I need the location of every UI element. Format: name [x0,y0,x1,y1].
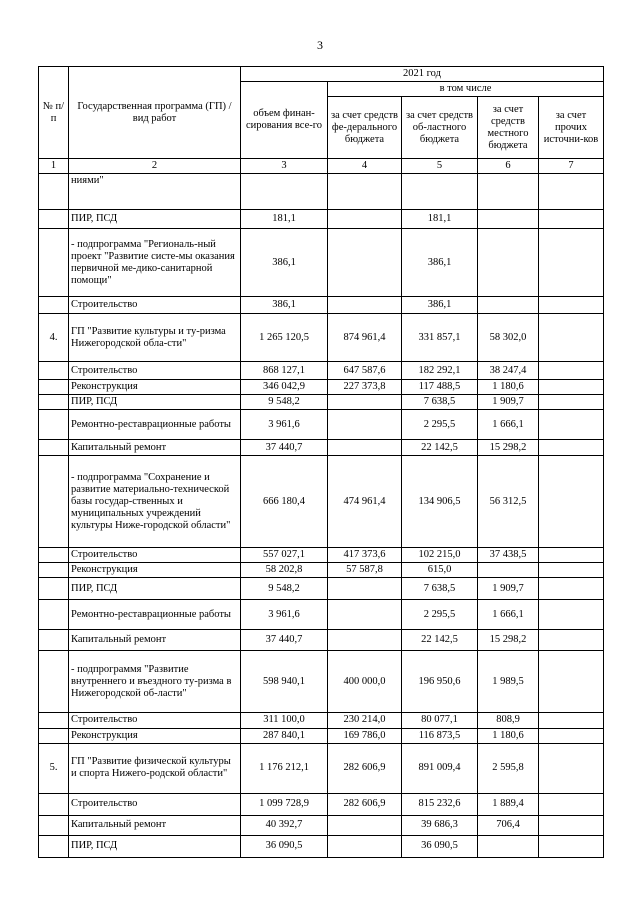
row-number [39,456,69,548]
table-row [39,815,604,835]
row-number [39,815,69,835]
row-number [39,835,69,857]
cell-regional: 7 638,5 [402,395,478,410]
cell-regional: 116 873,5 [402,728,478,743]
cell-total: 37 440,7 [241,630,328,651]
table-row [39,563,604,578]
cell-total: 3 961,6 [241,410,328,440]
row-number [39,548,69,563]
table-row [39,210,604,229]
cell-federal [328,174,402,210]
row-name: Строительство [69,297,241,314]
cell-local: 1 909,7 [478,578,539,600]
cell-federal: 647 587,6 [328,362,402,380]
cell-regional: 22 142,5 [402,440,478,456]
cell-federal: 874 961,4 [328,314,402,362]
row-number [39,563,69,578]
header-local: за счет средств местного бюджета [478,97,539,159]
header-total: объем финан-сирования все-го [241,82,328,159]
row-number [39,651,69,713]
table-row [39,297,604,314]
row-number [39,210,69,229]
table-row [39,440,604,456]
row-number [39,728,69,743]
cell-other [539,600,604,630]
cell-other [539,563,604,578]
cell-local: 15 298,2 [478,440,539,456]
cell-federal [328,229,402,297]
cell-regional: 615,0 [402,563,478,578]
cell-local: 706,4 [478,815,539,835]
cell-total: 1 176 212,1 [241,743,328,793]
cell-regional: 386,1 [402,297,478,314]
cell-total: 3 961,6 [241,600,328,630]
financing-table [38,66,604,858]
row-number [39,362,69,380]
cell-other [539,578,604,600]
header-year: 2021 год [241,67,604,82]
cell-regional: 181,1 [402,210,478,229]
column-index: 3 [241,159,328,174]
cell-local [478,835,539,857]
cell-other [539,380,604,395]
cell-federal: 169 786,0 [328,728,402,743]
row-name: - подпрограмма "Сохранение и развитие материально-технической базы государ-ственных и муниципальных учреждений культуры Ниже-городской области" [69,456,241,548]
row-name: ПИР, ПСД [69,835,241,857]
cell-regional: 331 857,1 [402,314,478,362]
cell-local: 1 909,7 [478,395,539,410]
cell-local: 1 666,1 [478,410,539,440]
cell-local: 808,9 [478,713,539,728]
cell-federal: 474 961,4 [328,456,402,548]
row-name: Строительство [69,713,241,728]
cell-other [539,362,604,380]
cell-federal [328,395,402,410]
table-row [39,410,604,440]
table-row [39,174,604,210]
cell-other [539,314,604,362]
row-name: ГП "Развитие культуры и ту-ризма Нижегородской обла-сти" [69,314,241,362]
cell-other [539,835,604,857]
header-program: Государственная программа (ГП) / вид работ [69,67,241,159]
cell-total [241,174,328,210]
row-name: ПИР, ПСД [69,210,241,229]
cell-regional: 36 090,5 [402,835,478,857]
cell-local [478,174,539,210]
table-row [39,456,604,548]
cell-local [478,210,539,229]
cell-other [539,456,604,548]
cell-total: 311 100,0 [241,713,328,728]
cell-total: 287 840,1 [241,728,328,743]
cell-other [539,174,604,210]
cell-local: 38 247,4 [478,362,539,380]
cell-regional: 102 215,0 [402,548,478,563]
cell-federal: 400 000,0 [328,651,402,713]
cell-local: 58 302,0 [478,314,539,362]
cell-other [539,210,604,229]
row-number: 4. [39,314,69,362]
cell-federal [328,630,402,651]
cell-regional: 117 488,5 [402,380,478,395]
cell-local: 37 438,5 [478,548,539,563]
table-row [39,362,604,380]
cell-regional: 386,1 [402,229,478,297]
cell-local: 1 180,6 [478,728,539,743]
cell-regional: 134 906,5 [402,456,478,548]
table-row [39,713,604,728]
cell-total: 386,1 [241,297,328,314]
cell-regional: 196 950,6 [402,651,478,713]
cell-regional: 80 077,1 [402,713,478,728]
cell-total: 868 127,1 [241,362,328,380]
cell-total: 40 392,7 [241,815,328,835]
header-federal: за счет средств фе-дерального бюджета [328,97,402,159]
table-row [39,380,604,395]
header-including: в том числе [328,82,604,97]
cell-local: 1 989,5 [478,651,539,713]
cell-federal: 227 373,8 [328,380,402,395]
row-number [39,578,69,600]
cell-regional: 7 638,5 [402,578,478,600]
column-index: 7 [539,159,604,174]
row-name: Ремонтно-реставрационные работы [69,600,241,630]
row-number [39,410,69,440]
cell-total: 58 202,8 [241,563,328,578]
row-name: Капитальный ремонт [69,440,241,456]
column-index: 2 [69,159,241,174]
table-row [39,651,604,713]
cell-local: 15 298,2 [478,630,539,651]
cell-other [539,297,604,314]
cell-regional [402,174,478,210]
row-name: Строительство [69,548,241,563]
cell-total: 37 440,7 [241,440,328,456]
cell-total: 1 099 728,9 [241,793,328,815]
cell-regional: 22 142,5 [402,630,478,651]
cell-federal: 282 606,9 [328,743,402,793]
cell-federal [328,210,402,229]
table-row [39,229,604,297]
cell-federal [328,600,402,630]
row-name: Строительство [69,362,241,380]
cell-other [539,229,604,297]
cell-other [539,395,604,410]
table-row [39,548,604,563]
row-number [39,297,69,314]
row-name: Капитальный ремонт [69,815,241,835]
header-number: № п/п [39,67,69,159]
cell-local: 56 312,5 [478,456,539,548]
header-other: за счет прочих источни-ков [539,97,604,159]
table-row [39,793,604,815]
row-number [39,440,69,456]
row-number [39,380,69,395]
cell-regional: 2 295,5 [402,410,478,440]
row-name: Реконструкция [69,563,241,578]
cell-other [539,651,604,713]
table-row [39,835,604,857]
cell-federal [328,440,402,456]
table-row [39,578,604,600]
cell-total: 36 090,5 [241,835,328,857]
cell-local: 1 889,4 [478,793,539,815]
column-index: 1 [39,159,69,174]
cell-total: 346 042,9 [241,380,328,395]
row-name: - подпрограммя "Развитие внутреннего и въездного ту-ризма в Нижегородской об-ласти" [69,651,241,713]
cell-total: 181,1 [241,210,328,229]
cell-other [539,793,604,815]
cell-total: 9 548,2 [241,395,328,410]
table-row [39,395,604,410]
row-number [39,630,69,651]
cell-total: 386,1 [241,229,328,297]
cell-local: 2 595,8 [478,743,539,793]
cell-total: 1 265 120,5 [241,314,328,362]
cell-federal: 417 373,6 [328,548,402,563]
table-row [39,630,604,651]
cell-federal [328,578,402,600]
cell-local: 1 666,1 [478,600,539,630]
cell-regional: 182 292,1 [402,362,478,380]
row-name: - подпрограмма "Региональ-ный проект "Развитие систе-мы оказания первичной ме-дико-санитарной помощи" [69,229,241,297]
cell-other [539,410,604,440]
row-number [39,395,69,410]
table-row [39,728,604,743]
cell-other [539,713,604,728]
row-name: Реконструкция [69,728,241,743]
cell-federal [328,835,402,857]
cell-total: 557 027,1 [241,548,328,563]
cell-local [478,229,539,297]
cell-other [539,630,604,651]
cell-other [539,440,604,456]
cell-other [539,815,604,835]
table-row [39,314,604,362]
row-name: Ремонтно-реставрационные работы [69,410,241,440]
table-row [39,600,604,630]
cell-regional: 2 295,5 [402,600,478,630]
cell-federal: 230 214,0 [328,713,402,728]
row-number [39,229,69,297]
cell-regional: 39 686,3 [402,815,478,835]
row-name: ПИР, ПСД [69,395,241,410]
row-name: Строительство [69,793,241,815]
cell-other [539,548,604,563]
row-name: ниями" [69,174,241,210]
row-number [39,600,69,630]
row-number [39,713,69,728]
column-index: 5 [402,159,478,174]
row-number: 5. [39,743,69,793]
cell-federal: 57 587,8 [328,563,402,578]
row-name: Капитальный ремонт [69,630,241,651]
cell-regional: 891 009,4 [402,743,478,793]
cell-local: 1 180,6 [478,380,539,395]
cell-total: 666 180,4 [241,456,328,548]
row-number [39,793,69,815]
cell-total: 598 940,1 [241,651,328,713]
row-name: ПИР, ПСД [69,578,241,600]
cell-federal: 282 606,9 [328,793,402,815]
row-name: ГП "Развитие физической культуры и спорта Нижего-родской области" [69,743,241,793]
page-number: 3 [317,38,323,52]
cell-local [478,297,539,314]
column-index: 6 [478,159,539,174]
cell-regional: 815 232,6 [402,793,478,815]
cell-federal [328,410,402,440]
cell-other [539,728,604,743]
cell-federal [328,297,402,314]
cell-local [478,563,539,578]
column-index-row [39,159,604,174]
header-regional: за счет средств об-ластного бюджета [402,97,478,159]
row-number [39,174,69,210]
cell-other [539,743,604,793]
cell-total: 9 548,2 [241,578,328,600]
column-index: 4 [328,159,402,174]
table-row [39,743,604,793]
cell-federal [328,815,402,835]
row-name: Реконструкция [69,380,241,395]
